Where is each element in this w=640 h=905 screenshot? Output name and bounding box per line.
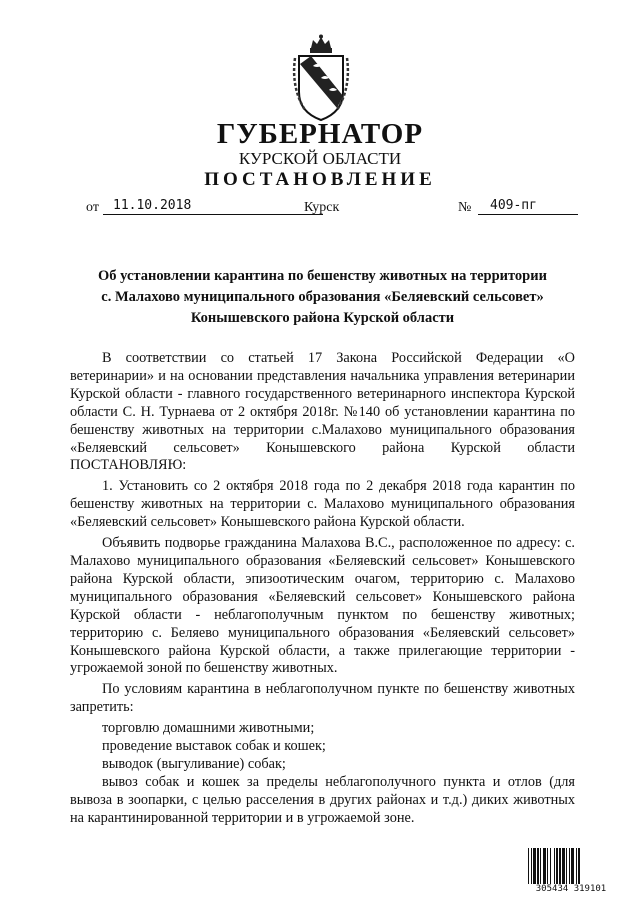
barcode-bar — [580, 848, 581, 884]
paragraph-clause-1: 1. Установить со 2 октября 2018 года по 2 декабря 2018 года карантин по бешенству животных на территории с. Малахово муниципального образования «Беляевский сельсовет» Конышевского района Курской области. — [70, 478, 575, 531]
barcode — [528, 848, 614, 896]
coat-of-arms-icon — [291, 34, 351, 122]
governor-title: ГУБЕРНАТОР — [216, 118, 424, 150]
document-city: Курск — [304, 200, 340, 215]
paragraph-restrictions-intro: По условиям карантина в неблагополучном пункте по бешенству животных запретить: — [70, 681, 575, 716]
document-meta — [86, 198, 576, 220]
region-name: КУРСКОЙ ОБЛАСТИ — [238, 149, 402, 168]
heading-line: Конышевского района Курской области — [190, 310, 455, 326]
document-body — [70, 350, 575, 831]
paragraph-preamble: В соответствии со статьей 17 Закона Российской Федерации «О ветеринарии» и на основании представления начальника управления ветеринарии Курской области - главного государственного ветеринарного инспектора Курской области С. Н. Турнаева от 2 октября 2018г. №140 об установлении карантина по бешенству животных на территории с.Малахово муниципального образования «Беляевский сельсовет» Конышевского района Курской области ПОСТАНОВЛЯЮ: — [70, 350, 575, 474]
document-number: 409-пг — [478, 198, 578, 215]
restriction-item: выводок (выгуливание) собак; — [102, 755, 286, 772]
document-type: ПОСТАНОВЛЕНИЕ — [204, 169, 436, 190]
date-label: от — [86, 200, 99, 215]
number-label: № — [458, 200, 472, 215]
barcode-bars — [528, 848, 614, 884]
heading-line: Об установлении карантина по бешенству животных на территории — [98, 268, 547, 284]
document-heading — [70, 266, 575, 329]
heading-line: с. Малахово муниципального образования «Беляевский сельсовет» — [101, 289, 544, 305]
restriction-item: проведение выставок собак и кошек; — [102, 738, 326, 755]
document-date: 11.10.2018 — [103, 198, 323, 215]
paragraph-declaration: Объявить подворье гражданина Малахова В.С., расположенное по адресу: с. Малахово муниципального образования «Беляевский сельсовет» Конышевского района Курской области, эпизоотическим очагом, территорию с. Малахово муниципального образования «Беляевский сельсовет» Конышевского района Курской области - неблагополучным пунктом по бешенству животных; территорию с. Беляево муниципального образования «Беляевский сельсовет» Конышевского района Курской области, а также прилегающие территории - угрожаемой зоной по бешенству животных. — [70, 535, 575, 677]
barcode-number: 305434 319101 — [535, 884, 607, 894]
restriction-item: вывоз собак и кошек за пределы неблагополучного пункта и отлов (для вывоза в зоопарки, с целью расселения в других районах и т.д.) диких животных на карантинированной территории и в угрожаемой зоне. — [70, 773, 575, 826]
restriction-item: торговлю домашними животными; — [102, 720, 315, 737]
